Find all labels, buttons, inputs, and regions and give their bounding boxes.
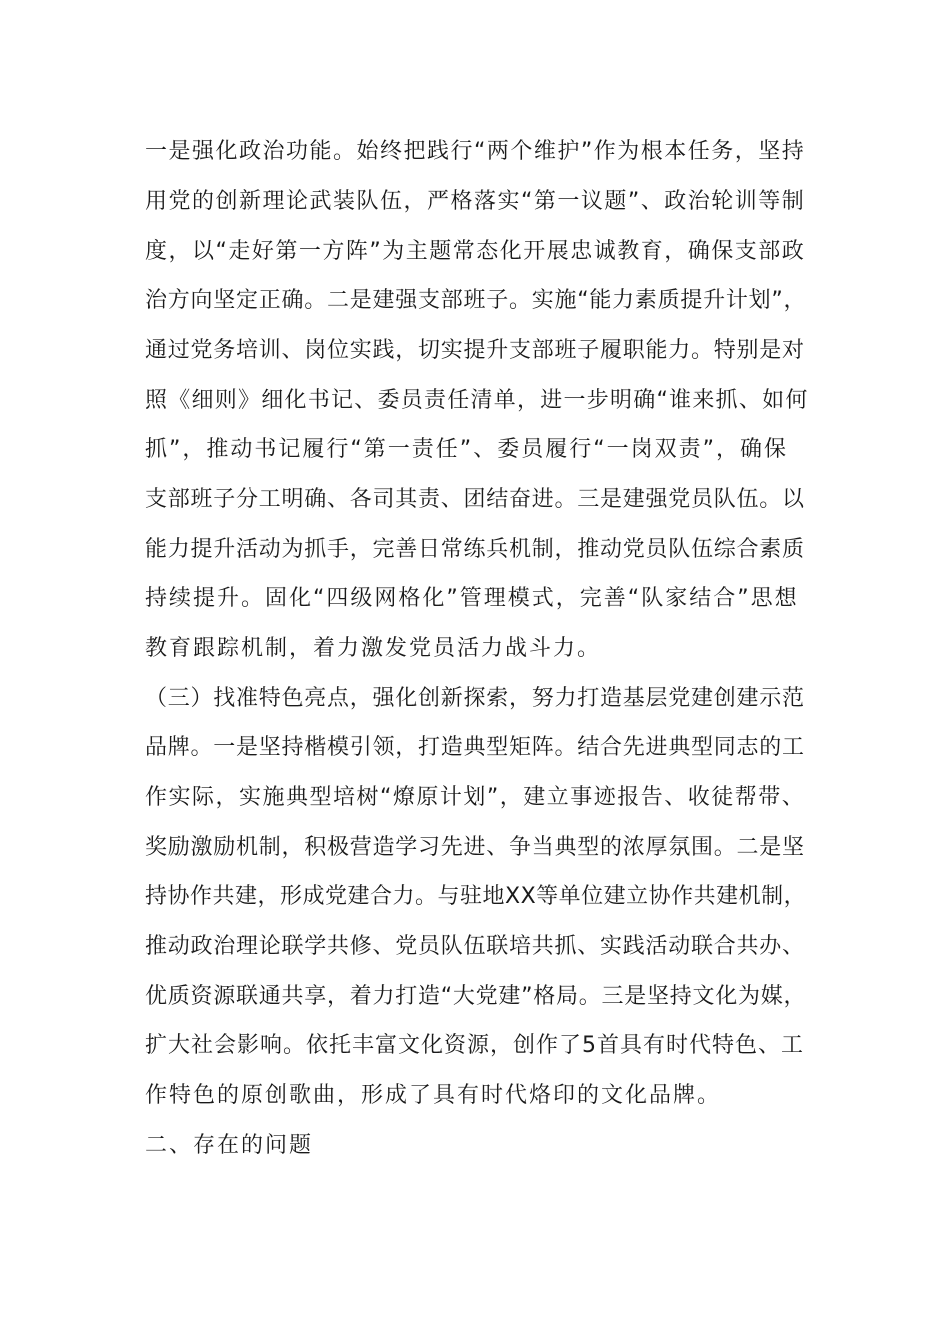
text-line: 能力提升活动为抓手，完善日常练兵机制，推动党员队伍综合素质 — [145, 537, 805, 562]
text-line: 一是强化政治功能。始终把践行“两个维护”作为根本任务，坚持 — [145, 139, 806, 164]
text-line: 通过党务培训、岗位实践，切实提升支部班子履职能力。特别是对 — [145, 338, 805, 363]
text-line: 作特色的原创歌曲，形成了具有时代烙印的文化品牌。 — [145, 1083, 722, 1108]
text-line: 优质资源联通共享，着力打造“大党建”格局。三是坚持文化为媒， — [145, 984, 807, 1009]
text-line: 支部班子分工明确、各司其责、团结奋进。三是建强党员队伍。以 — [145, 487, 805, 512]
text-line: 持协作共建，形成党建合力。与驻地XX等单位建立协作共建机制， — [145, 884, 807, 909]
text-line: 教育跟踪机制，着力激发党员活力战斗力。 — [145, 636, 602, 661]
text-line: 照《细则》细化书记、委员责任清单，进一步明确“谁来抓、如何 — [145, 388, 809, 413]
text-line: 度，以“走好第一方阵”为主题常态化开展忠诚教育，确保支部政 — [145, 239, 806, 264]
text-line: 作实际，实施典型培树“燎原计划”，建立事迹报告、收徒帮带、 — [145, 785, 806, 810]
text-line: 治方向坚定正确。二是建强支部班子。实施“能力素质提升计划”， — [145, 288, 807, 313]
text-line: 奖励激励机制，积极营造学习先进、争当典型的浓厚氛围。二是坚 — [145, 835, 805, 860]
text-line: 品牌。一是坚持楷模引领，打造典型矩阵。结合先进典型同志的工 — [145, 735, 805, 760]
text-line: 持续提升。固化“四级网格化”管理模式，完善“队家结合”思想 — [145, 586, 799, 611]
section-heading-three: （三）找准特色亮点，强化创新探索，努力打造基层党建创建示范 — [145, 686, 805, 711]
text-line: 抓”，推动书记履行“第一责任”、委员履行“一岗双责”，确保 — [145, 437, 788, 462]
text-line: 推动政治理论联学共修、党员队伍联培共抓、实践活动联合共办、 — [145, 934, 805, 959]
section-heading-two: 二、存在的问题 — [145, 1133, 314, 1158]
text-line: 扩大社会影响。依托丰富文化资源，创作了5首具有时代特色、工 — [145, 1033, 804, 1058]
text-line: 用党的创新理论武装队伍，严格落实“第一议题”、政治轮训等制 — [145, 189, 806, 214]
